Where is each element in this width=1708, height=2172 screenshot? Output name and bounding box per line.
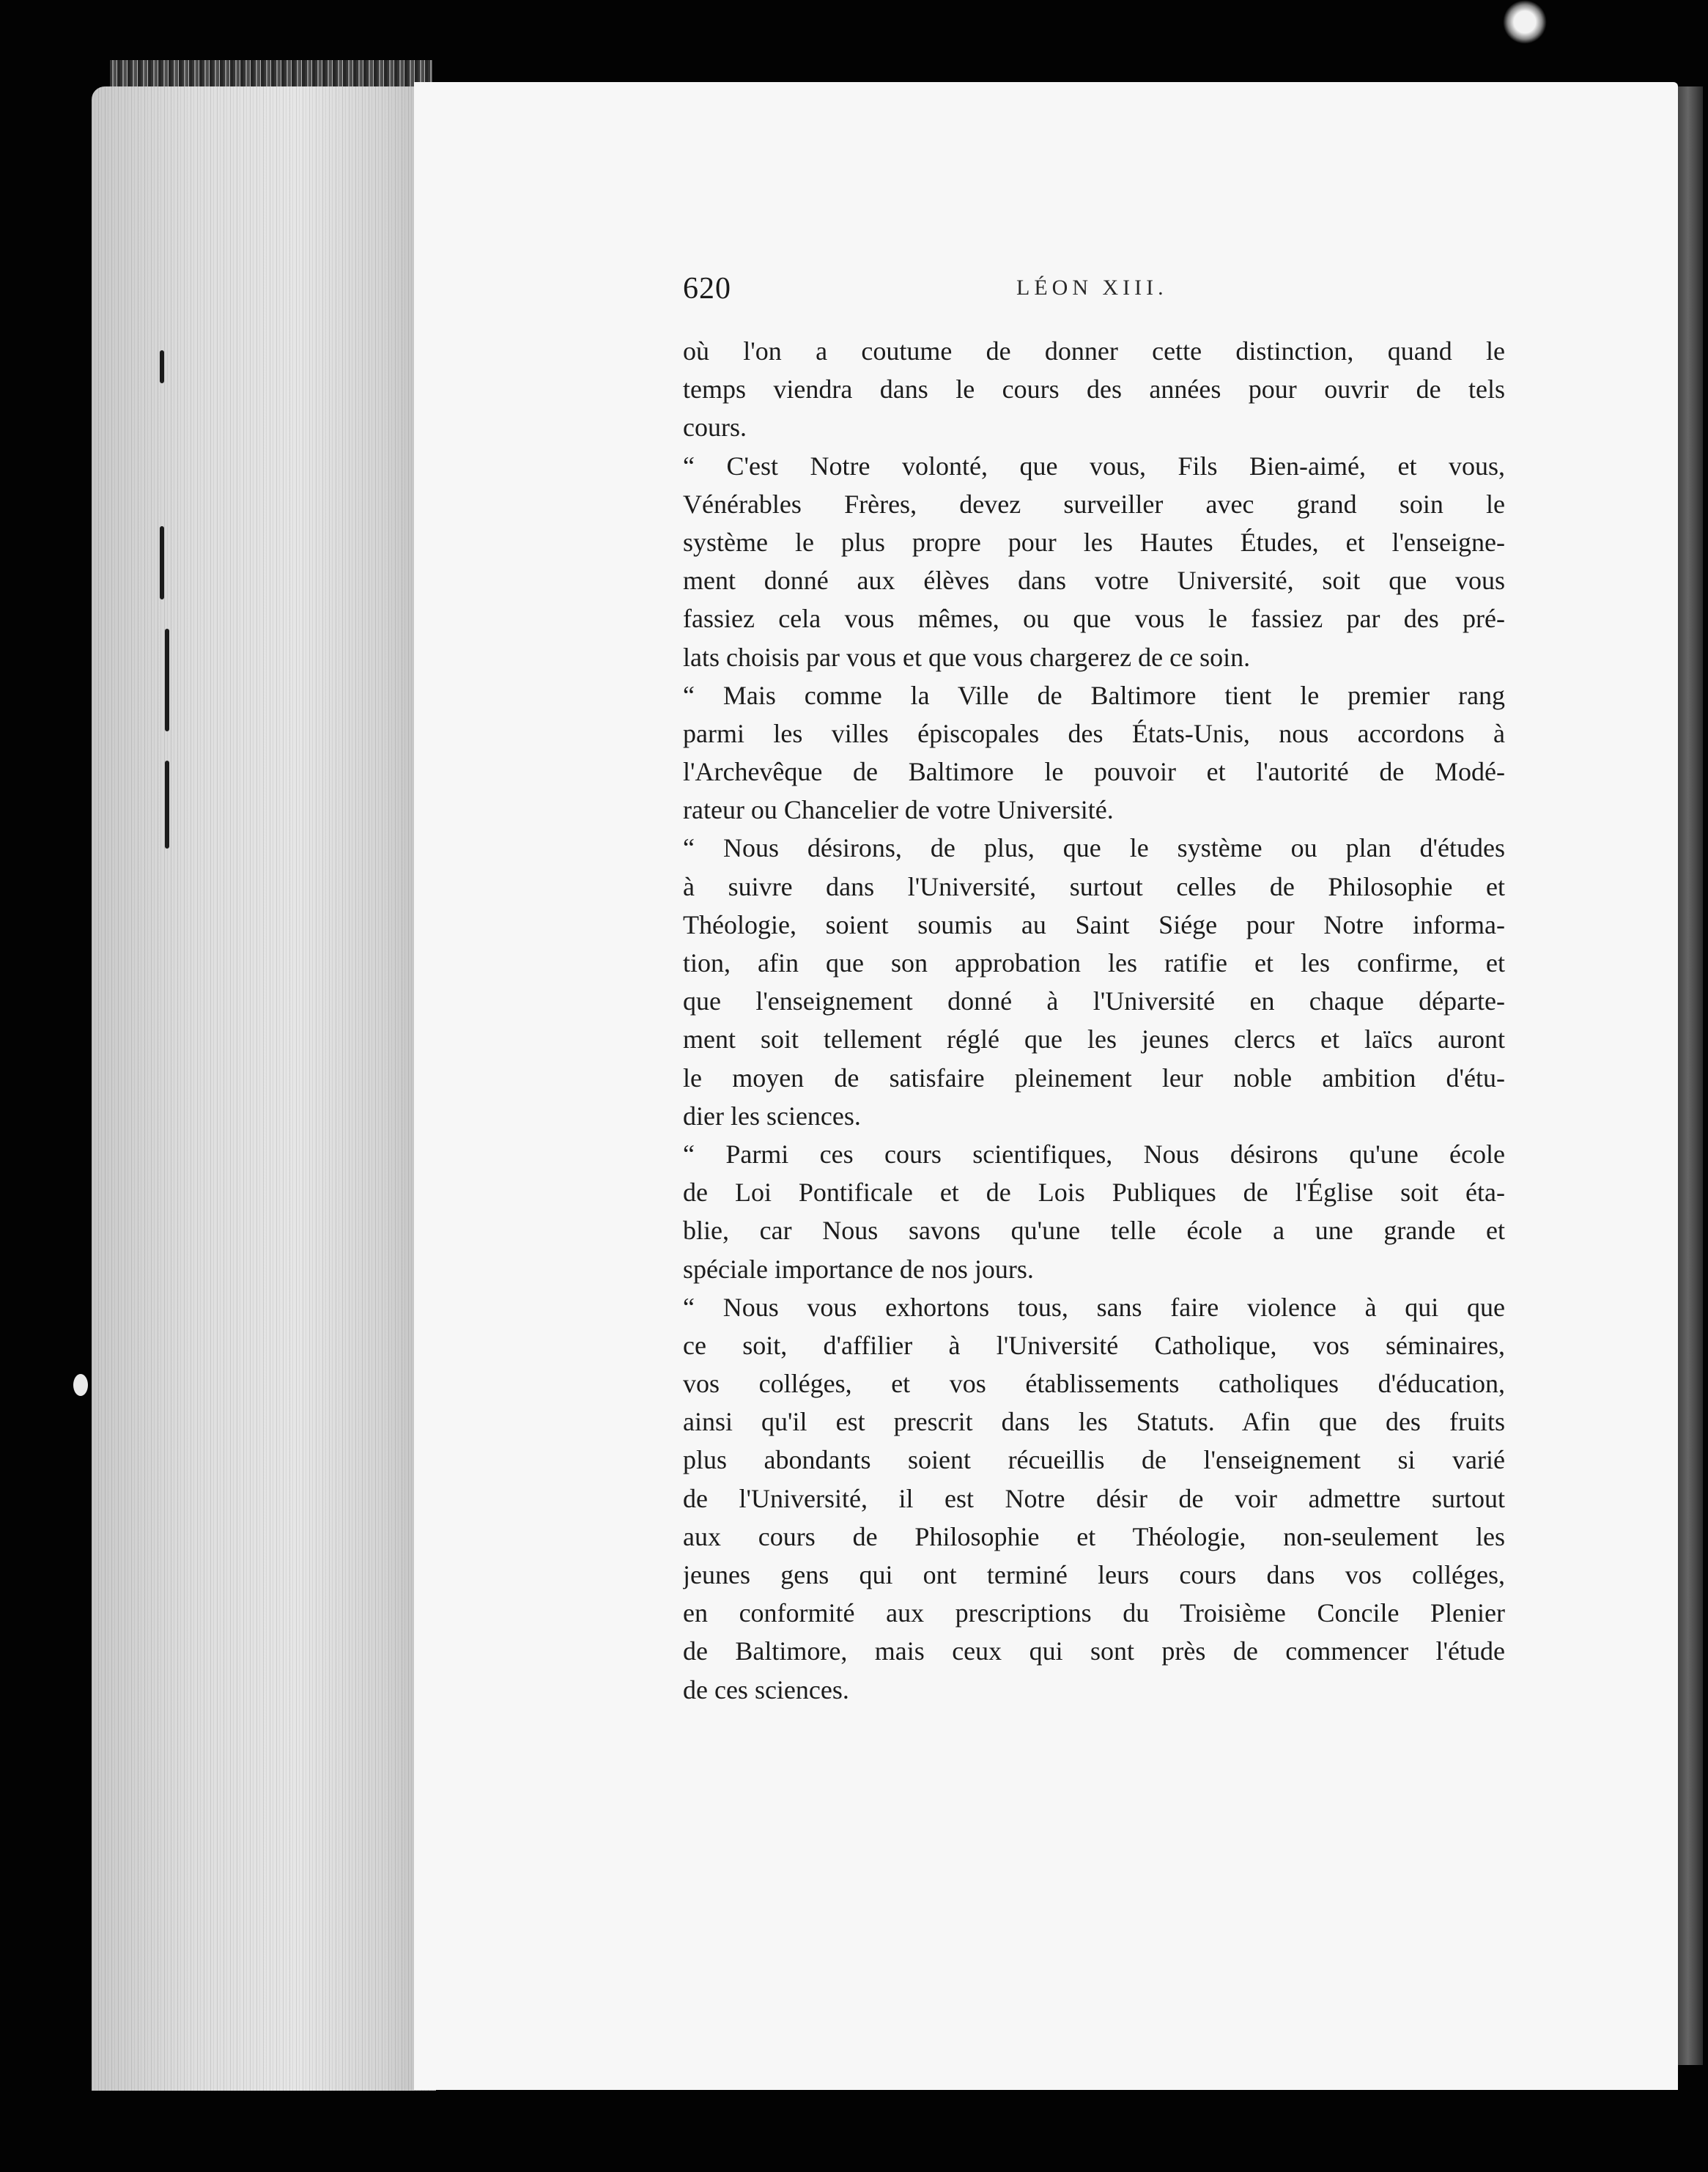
- text-line: où l'on a coutume de donner cette distinction, quand le: [683, 336, 1505, 366]
- text-line: “ Nous désirons, de plus, que le système ou plan d'études: [683, 833, 1505, 863]
- text-line: ainsi qu'il est prescrit dans les Statuts. Afin que des fruits: [683, 1407, 1505, 1437]
- text-line: ment donné aux élèves dans votre Université, soit que vous: [683, 566, 1505, 596]
- text-line: vos colléges, et vos établissements catholiques d'éducation,: [683, 1369, 1505, 1399]
- text-line: ment soit tellement réglé que les jeunes clercs et laïcs auront: [683, 1024, 1505, 1054]
- text-line: de l'Université, il est Notre désir de voir admettre surtout: [683, 1483, 1505, 1513]
- text-line: ce soit, d'affilier à l'Université Catholique, vos séminaires,: [683, 1330, 1505, 1360]
- edge-mark: [160, 350, 164, 383]
- binding-shadow: [1678, 86, 1703, 2065]
- page-header-title: LÉON XIII.: [1016, 276, 1168, 300]
- scan-speck: [73, 1374, 88, 1396]
- edge-mark: [165, 761, 169, 849]
- text-line: plus abondants soient récueillis de l'enseignement si varié: [683, 1445, 1505, 1475]
- edge-mark: [160, 526, 164, 599]
- text-line: “ C'est Notre volonté, que vous, Fils Bien-aimé, et vous,: [683, 451, 1505, 481]
- text-line: tion, afin que son approbation les ratifie et les confirme, et: [683, 948, 1505, 978]
- running-head: [683, 271, 1507, 315]
- text-line: à suivre dans l'Université, surtout celles de Philosophie et: [683, 871, 1505, 901]
- text-line: que l'enseignement donné à l'Université en chaque départe-: [683, 986, 1505, 1016]
- text-line: “ Nous vous exhortons tous, sans faire violence à qui que: [683, 1292, 1505, 1322]
- text-line: dier les sciences.: [683, 1101, 861, 1131]
- text-line: de Baltimore, mais ceux qui sont près de commencer l'étude: [683, 1636, 1505, 1666]
- text-line: temps viendra dans le cours des années pour ouvrir de tels: [683, 374, 1505, 405]
- text-line: cours.: [683, 413, 747, 443]
- scan-speck: [1503, 0, 1547, 44]
- text-line: de Loi Pontificale et de Lois Publiques de l'Église soit éta-: [683, 1178, 1505, 1208]
- text-line: “ Parmi ces cours scientifiques, Nous désirons qu'une école: [683, 1139, 1505, 1169]
- text-line: en conformité aux prescriptions du Troisième Concile Plenier: [683, 1598, 1505, 1628]
- text-line: système le plus propre pour les Hautes Études, et l'enseigne-: [683, 527, 1505, 557]
- book-fore-edge: [92, 86, 436, 2091]
- text-line: de ces sciences.: [683, 1674, 849, 1704]
- page-number: 620: [683, 272, 731, 306]
- text-line: spéciale importance de nos jours.: [683, 1254, 1034, 1284]
- text-line: Vénérables Frères, devez surveiller avec grand soin le: [683, 489, 1505, 519]
- text-line: fassiez cela vous mêmes, ou que vous le fassiez par des pré-: [683, 604, 1505, 634]
- text-line: aux cours de Philosophie et Théologie, non-seulement les: [683, 1521, 1505, 1551]
- edge-mark: [165, 629, 169, 731]
- body-text: [683, 332, 1505, 1709]
- text-line: rateur ou Chancelier de votre Université.: [683, 795, 1114, 825]
- text-line: l'Archevêque de Baltimore le pouvoir et l'autorité de Modé-: [683, 757, 1505, 787]
- text-line: le moyen de satisfaire pleinement leur noble ambition d'étu-: [683, 1063, 1505, 1093]
- text-line: blie, car Nous savons qu'une telle école a une grande et: [683, 1216, 1505, 1246]
- text-line: Théologie, soient soumis au Saint Siége pour Notre informa-: [683, 909, 1505, 939]
- text-line: parmi les villes épiscopales des États-Unis, nous accordons à: [683, 718, 1505, 748]
- text-line: jeunes gens qui ont terminé leurs cours dans vos colléges,: [683, 1560, 1505, 1589]
- text-line: “ Mais comme la Ville de Baltimore tient le premier rang: [683, 680, 1505, 710]
- text-line: lats choisis par vous et que vous chargerez de ce soin.: [683, 642, 1251, 672]
